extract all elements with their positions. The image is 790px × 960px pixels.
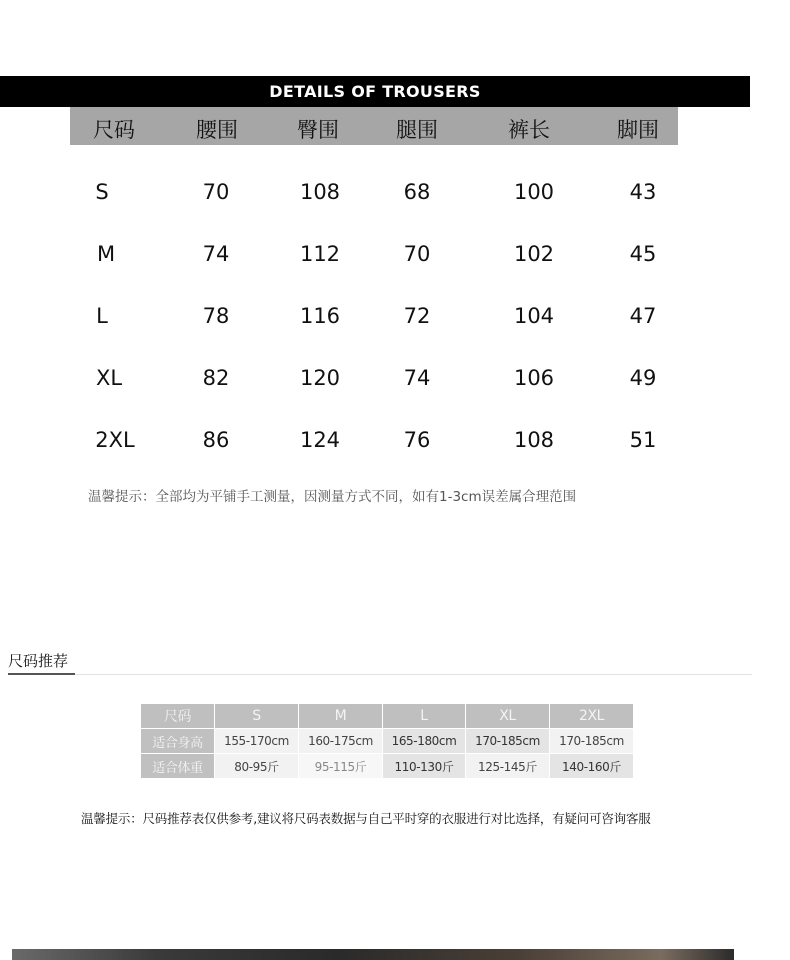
rec-header-cell: 尺码 bbox=[141, 704, 215, 729]
cell-size: S bbox=[95, 180, 109, 204]
cell-waist: 78 bbox=[202, 304, 230, 328]
recommendation-note: 温馨提示：尺码推荐表仅供参考,建议将尺码表数据与自己平时穿的衣服进行对比选择，有疑问可咨询客服 bbox=[81, 811, 651, 826]
trousers-details-banner: DETAILS OF TROUSERS bbox=[0, 76, 750, 107]
cell-length: 104 bbox=[513, 304, 555, 328]
cell-waist: 86 bbox=[202, 428, 230, 452]
cell-hem: 43 bbox=[629, 180, 657, 204]
rec-cell: 155-170cm bbox=[215, 729, 299, 754]
cell-size: M bbox=[96, 242, 116, 266]
cell-waist: 74 bbox=[202, 242, 230, 266]
rec-cell: 170-185cm bbox=[466, 729, 550, 754]
header-thigh: 腿围 bbox=[396, 118, 438, 142]
rec-cell: 140-160斤 bbox=[550, 754, 634, 779]
rec-row-label: 适合体重 bbox=[141, 754, 215, 779]
cell-length: 102 bbox=[513, 242, 555, 266]
cell-hip: 108 bbox=[299, 180, 341, 204]
rec-cell: 80-95斤 bbox=[215, 754, 299, 779]
rec-header-cell: S bbox=[215, 704, 299, 729]
header-length: 裤长 bbox=[508, 118, 550, 142]
rec-height-row bbox=[141, 729, 634, 754]
cell-length: 108 bbox=[513, 428, 555, 452]
cell-hem: 47 bbox=[629, 304, 657, 328]
cell-size: XL bbox=[95, 366, 123, 390]
cell-hip: 116 bbox=[299, 304, 341, 328]
rec-header-row bbox=[141, 704, 634, 729]
rec-cell: 170-185cm bbox=[550, 729, 634, 754]
cell-waist: 70 bbox=[202, 180, 230, 204]
cell-thigh: 74 bbox=[403, 366, 431, 390]
cell-hip: 124 bbox=[299, 428, 341, 452]
product-photo-edge bbox=[12, 949, 734, 960]
cell-thigh: 70 bbox=[403, 242, 431, 266]
rec-cell: 125-145斤 bbox=[466, 754, 550, 779]
section-divider bbox=[75, 674, 752, 675]
rec-weight-row bbox=[141, 754, 634, 779]
cell-thigh: 76 bbox=[403, 428, 431, 452]
cell-hem: 49 bbox=[629, 366, 657, 390]
cell-thigh: 68 bbox=[403, 180, 431, 204]
cell-size: 2XL bbox=[95, 428, 135, 452]
cell-hip: 120 bbox=[299, 366, 341, 390]
size-recommendation-title: 尺码推荐 bbox=[8, 652, 69, 670]
rec-header-cell: XL bbox=[466, 704, 550, 729]
rec-cell: 95-115斤 bbox=[299, 754, 383, 779]
cell-waist: 82 bbox=[202, 366, 230, 390]
rec-cell: 160-175cm bbox=[299, 729, 383, 754]
header-hip: 臀围 bbox=[297, 118, 339, 142]
cell-length: 100 bbox=[513, 180, 555, 204]
rec-cell: 110-130斤 bbox=[383, 754, 466, 779]
cell-size: L bbox=[96, 304, 108, 328]
cell-hem: 45 bbox=[629, 242, 657, 266]
rec-header-cell: 2XL bbox=[550, 704, 634, 729]
measurement-note: 温馨提示：全部均为平铺手工测量，因测量方式不同，如有1-3cm误差属合理范围 bbox=[88, 489, 577, 505]
rec-row-label: 适合身高 bbox=[141, 729, 215, 754]
size-chart-header-bar bbox=[70, 107, 678, 145]
cell-length: 106 bbox=[513, 366, 555, 390]
section-title-underline bbox=[8, 673, 75, 675]
rec-cell: 165-180cm bbox=[383, 729, 466, 754]
header-size: 尺码 bbox=[93, 118, 135, 142]
header-waist: 腰围 bbox=[196, 118, 238, 142]
rec-header-cell: M bbox=[299, 704, 383, 729]
header-hem: 脚围 bbox=[617, 118, 659, 142]
size-recommendation-table bbox=[141, 704, 634, 779]
rec-header-cell: L bbox=[383, 704, 466, 729]
cell-hip: 112 bbox=[299, 242, 341, 266]
cell-thigh: 72 bbox=[403, 304, 431, 328]
cell-hem: 51 bbox=[629, 428, 657, 452]
